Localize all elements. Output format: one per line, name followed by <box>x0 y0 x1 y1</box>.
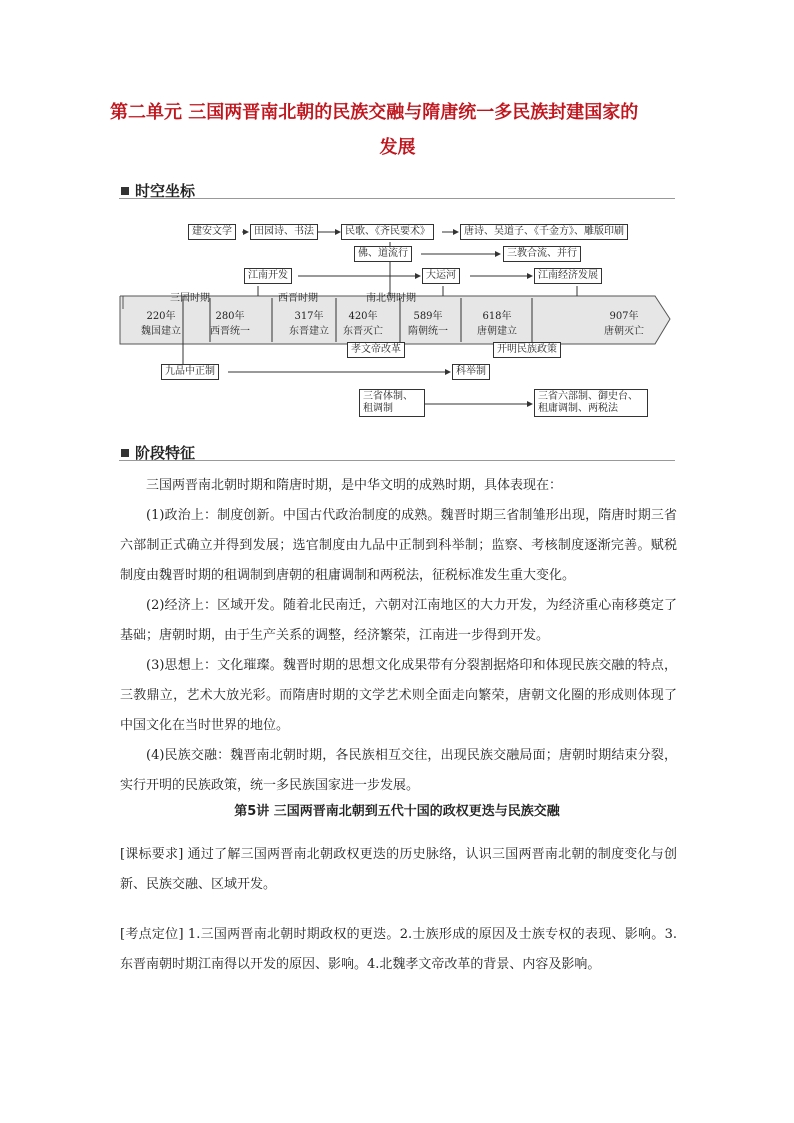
box-jiangnan-economy: 江南经济发展 <box>534 268 602 284</box>
timeline-tick: 618年 唐朝建立 <box>477 311 517 337</box>
timeline-tick: 280年 西晋统一 <box>210 311 250 337</box>
section-rule <box>119 460 675 461</box>
era-label: 南北朝时期 <box>366 293 416 304</box>
timeline-tick: 420年 东晋灭亡 <box>343 311 383 337</box>
box-grand-canal: 大运河 <box>422 268 460 284</box>
timeline-tick: 907年 唐朝灭亡 <box>604 311 644 337</box>
lesson-title: 第5讲 三国两晋南北朝到五代十国的政权更迭与民族交融 <box>234 804 560 819</box>
box-six-ministries: 三省六部制、御史台、 租庸调制、两税法 <box>534 389 648 417</box>
timeline-tick: 589年 隋朝统一 <box>408 311 448 337</box>
box-jiangnan-development: 江南开发 <box>244 268 292 284</box>
stage-economy: (2)经济上：区域开发。随着北民南迁，六朝对江南地区的大力开发，为经济重心南移奠定了基础；唐朝时期，由于生产关系的调整，经济繁荣，江南进一步得到开发。 <box>120 598 677 643</box>
focus-text: 1.三国两晋南北朝时期政权的更迭。2.士族形成的原因及士族专权的表现、影响。3.东晋南朝时期江南得以开发的原因、影响。4.北魏孝文帝改革的背景、内容及影响。 <box>120 927 677 972</box>
box-folk-songs: 民歌、《齐民要术》 <box>341 224 434 240</box>
timeline-tick: 220年 魏国建立 <box>141 311 181 337</box>
stage-ethnic: (4)民族交融：魏晋南北朝时期，各民族相互交往，出现民族交融局面；唐朝时期结束分裂，实行开明的民族政策，统一多民族国家进一步发展。 <box>120 748 677 793</box>
stage-intro: 三国两晋南北朝时期和隋唐时期，是中华文明的成熟时期，具体表现在： <box>146 478 563 493</box>
timeline-tick: 317年 东晋建立 <box>289 311 329 337</box>
unit-title-line1: 第二单元 三国两晋南北朝的民族交融与隋唐统一多民族封建国家的 <box>110 102 639 123</box>
box-buddhism-taoism: 佛、道流行 <box>354 246 412 262</box>
box-imperial-exam: 科举制 <box>452 364 490 380</box>
stage-thought: (3)思想上：文化璀璨。魏晋时期的思想文化成果带有分裂割据烙印和体现民族交融的特点，三教鼎立，艺术大放光彩。而隋唐时期的文学艺术则全面走向繁荣，唐朝文化圈的形成则体现了中国文化在当时世界的地位。 <box>120 658 677 733</box>
box-three-departments: 三省体制、 租调制 <box>359 389 425 417</box>
section-title: 时空坐标 <box>135 182 196 200</box>
box-three-teachings: 三教合流、并行 <box>503 246 581 262</box>
curriculum-requirement <box>120 840 677 900</box>
era-label: 三国时期 <box>170 293 210 304</box>
focus-label: [考点定位] <box>120 927 184 942</box>
box-nine-rank-system: 九品中正制 <box>161 364 219 380</box>
box-tang-culture: 唐诗、吴道子、《千金方》、雕版印刷 <box>460 224 628 240</box>
era-label: 西晋时期 <box>278 293 318 304</box>
box-open-ethnic-policy: 开明民族政策 <box>493 342 561 358</box>
exam-focus <box>120 920 677 980</box>
unit-title-line2: 发展 <box>379 137 416 158</box>
box-xiaowen-reform: 孝文帝改革 <box>347 342 405 358</box>
requirement-label: [课标要求] <box>120 847 184 862</box>
requirement-text: 通过了解三国两晋南北朝政权更迭的历史脉络，认识三国两晋南北朝的制度变化与创新、民族交融、区域开发。 <box>120 847 677 892</box>
box-jianan-literature: 建安文学 <box>188 224 236 240</box>
section-title: 阶段特征 <box>135 444 196 462</box>
square-bullet-icon <box>121 449 129 457</box>
stage-politics: (1)政治上：制度创新。中国古代政治制度的成熟。魏晋时期三省制雏形出现，隋唐时期三省六部制正式确立并得到发展；选官制度由九品中正制到科举制；监察、考核制度逐渐完善。赋税制度由魏晋时期的租调制到唐朝的租庸调制和两税法，征税标准发生重大变化。 <box>120 508 677 583</box>
box-pastoral-poetry: 田园诗、书法 <box>250 224 318 240</box>
